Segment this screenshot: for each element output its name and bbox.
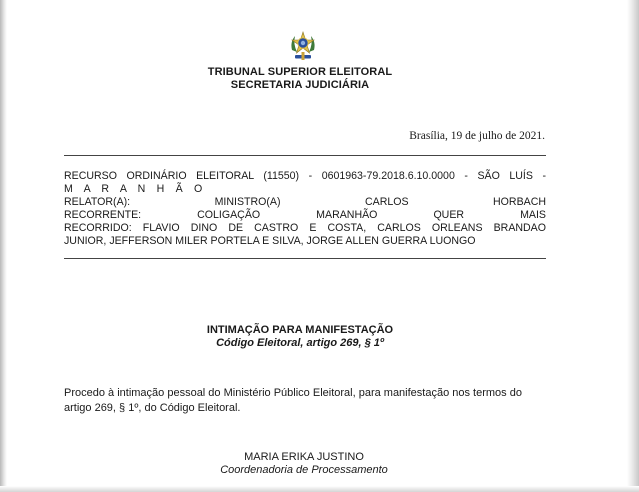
document-title: INTIMAÇÃO PARA MANIFESTAÇÃO <box>206 324 394 336</box>
brazil-coat-of-arms-icon <box>289 30 317 62</box>
signatory-name: MARIA ERIKA JUSTINO <box>244 451 364 463</box>
department-name: SECRETARIA JUDICIÁRIA <box>230 79 370 91</box>
document-subtitle: Código Eleitoral, artigo 269, § 1º <box>216 337 384 349</box>
case-recorrido-continued: JUNIOR, JEFFERSON MILER PORTELA E SILVA, JORGE ALLEN GUERRA LUONGO <box>64 235 476 247</box>
case-recorrente: RECORRENTE: COLIGAÇÃO MARANHÃO QUER MAIS <box>64 209 546 221</box>
case-line-1: RECURSO ORDINÁRIO ELEITORAL (11550) - 0601963-79.2018.6.10.0000 - SÃO LUÍS - <box>64 170 546 182</box>
page-shadow-bottom <box>0 486 639 492</box>
document-date: Brasília, 19 de julho de 2021. <box>409 130 545 142</box>
bottom-divider <box>64 258 546 259</box>
page-shadow-right <box>627 0 639 492</box>
signatory-role: Coordenadoria de Processamento <box>220 464 388 476</box>
body-paragraph: Procedo à intimação pessoal do Ministério Público Eleitoral, para manifestação nos termos do artigo 269, § 1º, do Código Eleitoral. <box>64 387 522 414</box>
case-relator: RELATOR(A): MINISTRO(A) CARLOS HORBACH <box>64 196 546 208</box>
court-name: TRIBUNAL SUPERIOR ELEITORAL <box>207 66 393 78</box>
case-line-2: M A R A N H Ã O <box>64 183 207 195</box>
top-divider <box>64 155 546 156</box>
case-recorrido: RECORRIDO: FLAVIO DINO DE CASTRO E COSTA, CARLOS ORLEANS BRANDAO <box>64 222 546 234</box>
